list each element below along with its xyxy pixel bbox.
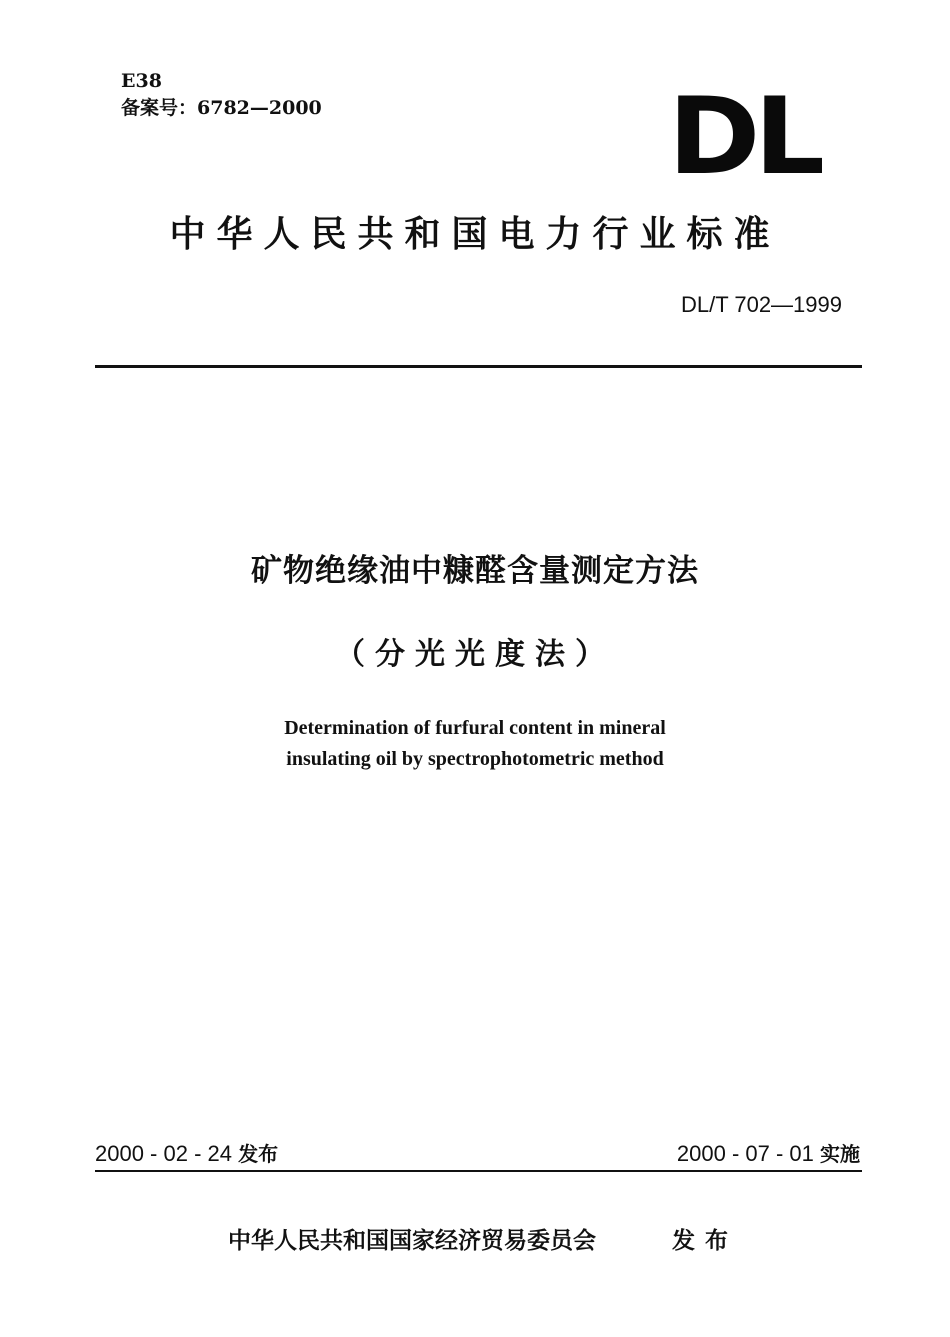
standard-type-heading: 中华人民共和国电力行业标准 [169,214,781,255]
filing-number: 备案号：6782—2000 [121,97,322,119]
bottom-divider [95,1170,862,1172]
issue-label: 发布 [238,1142,279,1166]
implementation-label: 实施 [820,1142,860,1166]
top-divider [95,365,862,368]
issue-date: 2000 - 02 - 24 [95,1141,232,1166]
title-en-line-1: Determination of furfural content in mineral [284,717,666,739]
implementation-date-block [677,1139,860,1169]
implementation-date: 2000 - 07 - 01 [676,1141,814,1166]
ccs-code: E38 [121,70,162,92]
title-en-line-2: insulating oil by spectrophotometric method [286,748,664,770]
issuer-action: 发布 [672,1228,738,1254]
issuer-name: 中华人民共和国国家经济贸易委员会 [228,1228,596,1254]
document-title-en [0,713,950,775]
dl-logo: DL [668,75,819,198]
document-title-cn: 矿物绝缘油中糠醛含量测定方法 [251,553,699,589]
document-subtitle-cn: （分光光度法） [335,637,615,672]
issue-date-block [95,1139,278,1169]
standard-code: DL/T 702—1999 [680,292,842,317]
classification-block [121,68,322,122]
